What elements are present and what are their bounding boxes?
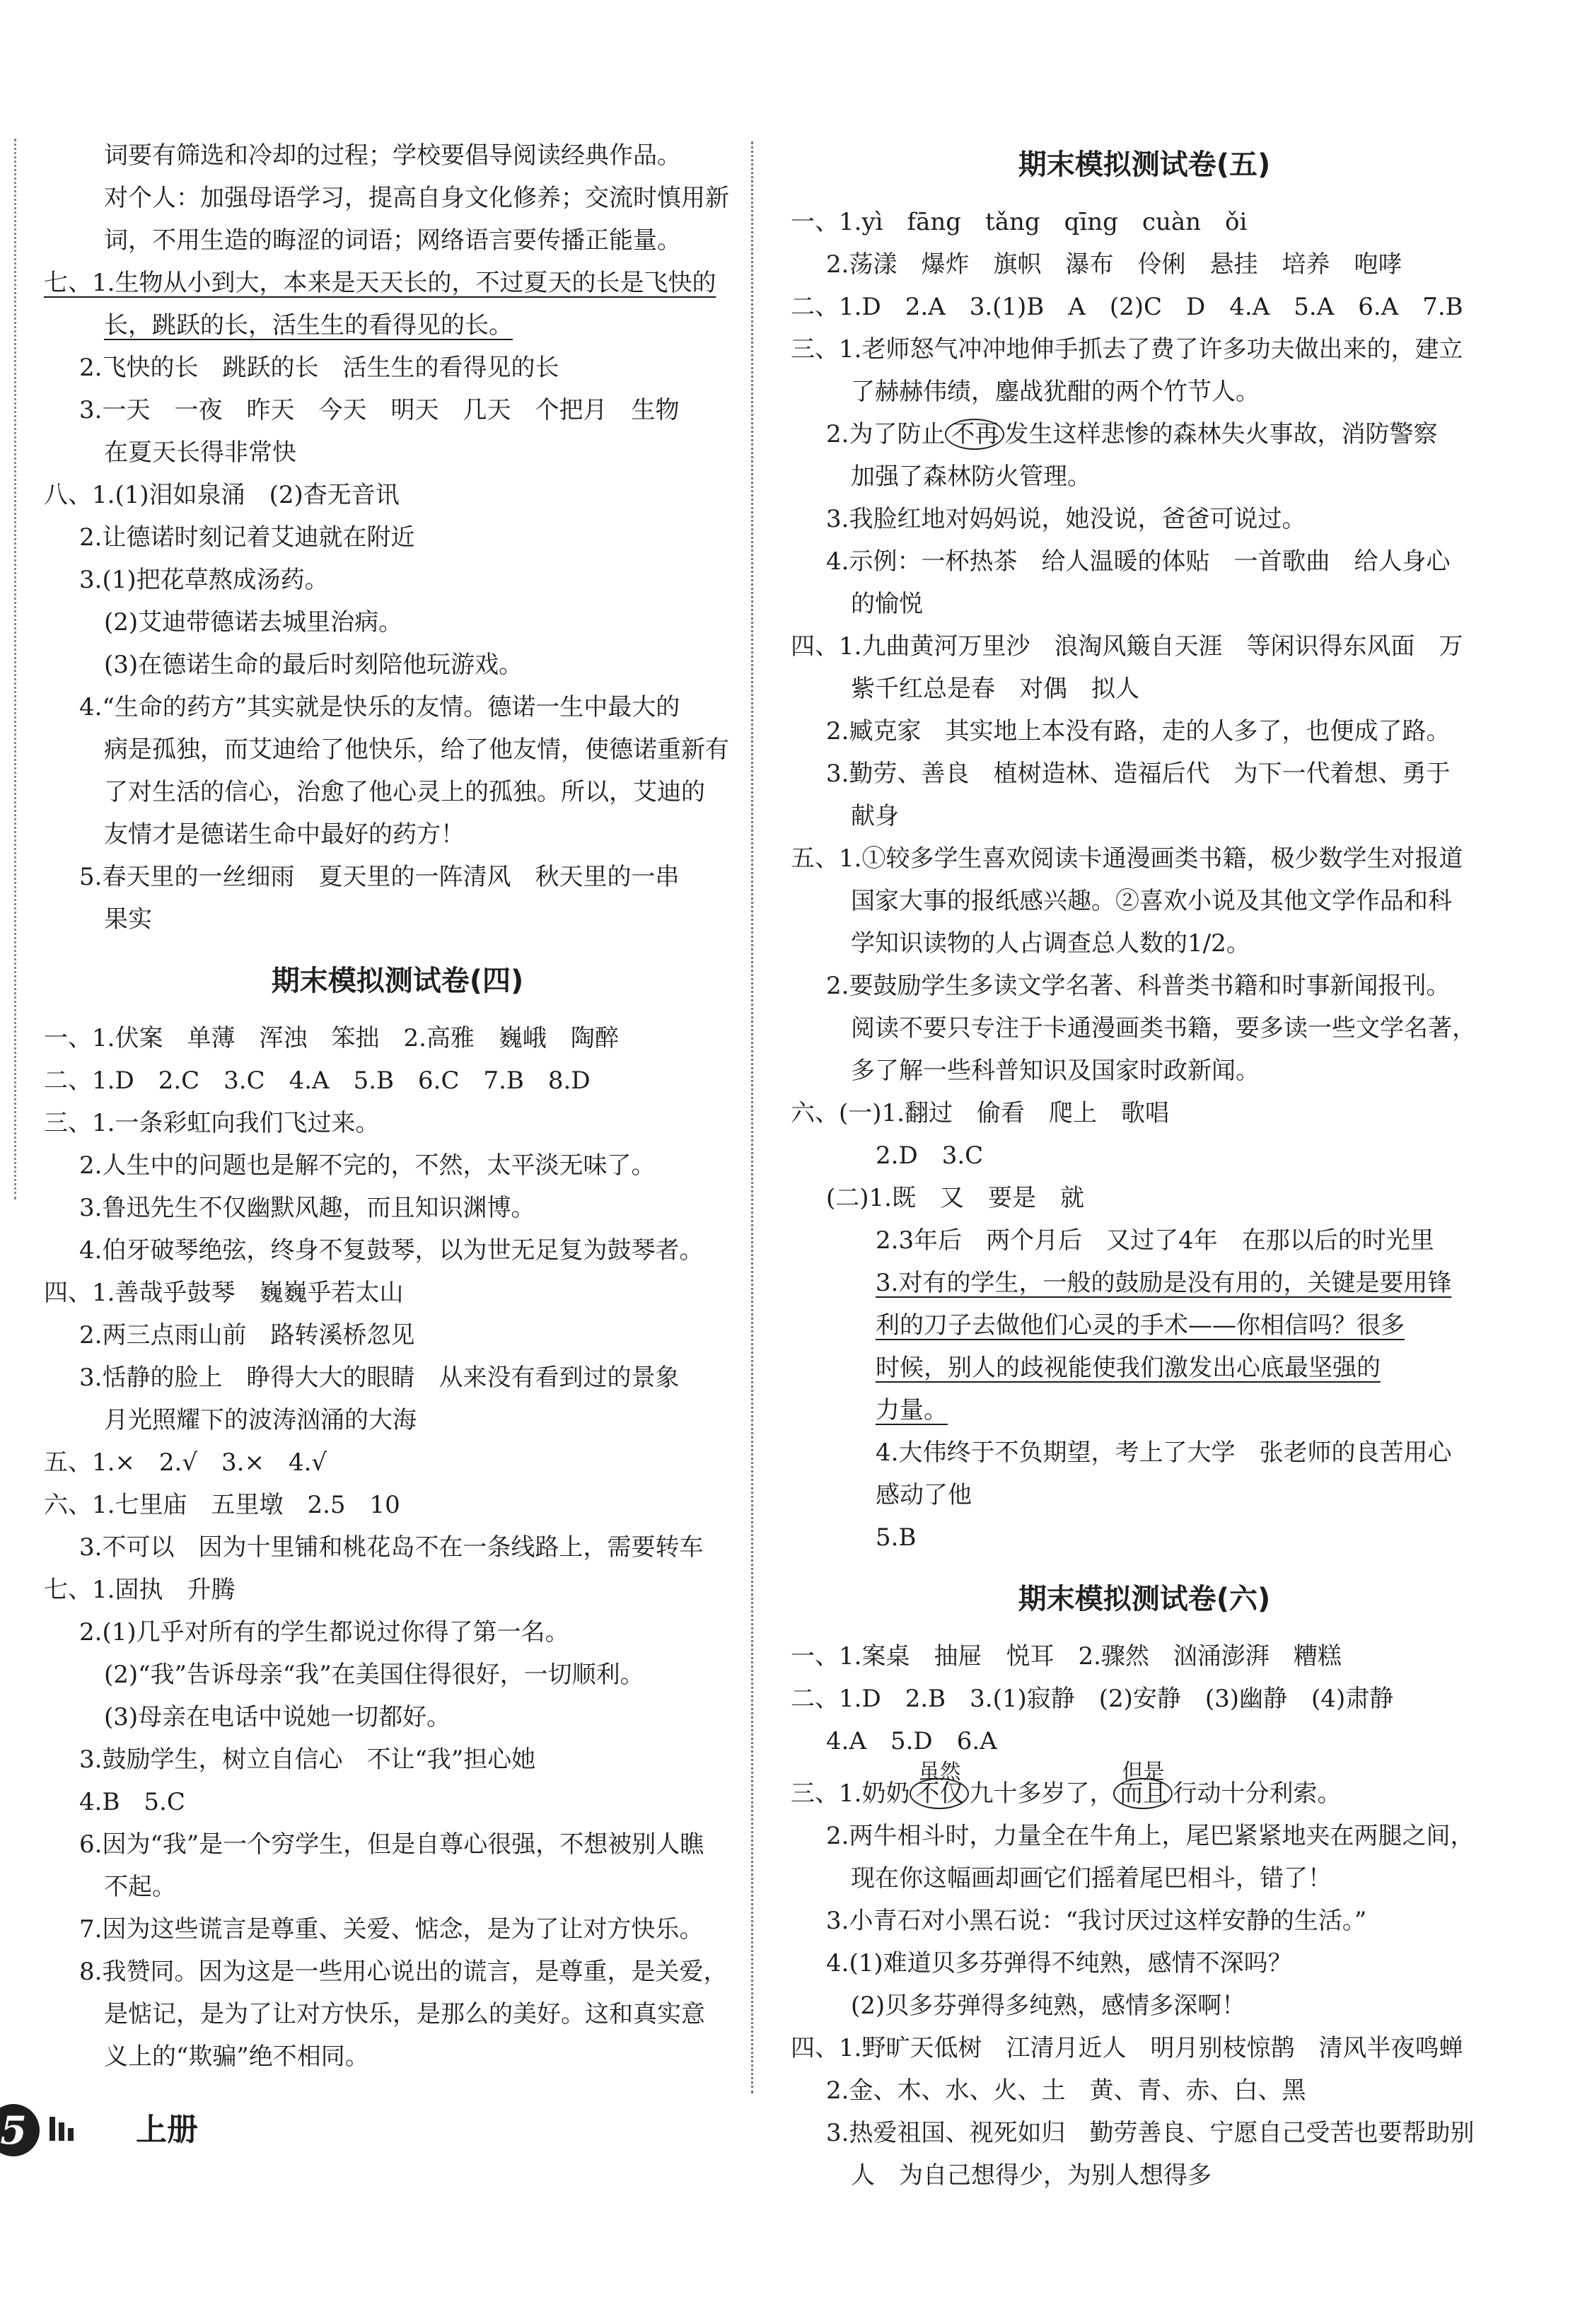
answer-line: 3.一天 一夜 昨天 今天 明天 几天 个把月 生物 (79, 396, 680, 424)
answer-line: 八、1.(1)泪如泉涌 (2)杳无音讯 (44, 481, 400, 509)
left-column (44, 134, 751, 2078)
circled-word (910, 1760, 969, 1809)
answer-line: (二)1.既 又 要是 就 (826, 1184, 1084, 1212)
answer-line: 4.“生命的药方”其实就是快乐的友情。德诺一生中最大的 (79, 693, 680, 721)
handwritten-correction: 虽然 (918, 1760, 961, 1784)
answer-text: 三、1.奶奶 (791, 1779, 910, 1808)
answer-line: 8.我赞同。因为这是一些用心说出的谎言，是尊重，是关爱， (79, 1958, 728, 1986)
answer-line: 的愉悦 (851, 590, 923, 618)
answer-line: 2.臧克家 其实地上本没有路，走的人多了，也便成了路。 (826, 717, 1451, 745)
page-footer (0, 2104, 424, 2168)
answer-line: 2.3年后 两个月后 又过了4年 在那以后的时光里 (876, 1226, 1434, 1255)
answer-line: 多了解一些科普知识及国家时政新闻。 (851, 1057, 1260, 1085)
answer-line: (2)艾迪带德诺去城里治病。 (104, 608, 403, 637)
circled-text: 不仅 (915, 1779, 964, 1808)
answer-line: 义上的“欺骗”绝不相同。 (104, 2043, 369, 2071)
margin-dotted-line (14, 139, 16, 1199)
answer-line: 四、1.野旷天低树 江清月近人 明月别枝惊鹊 清风半夜鸣蝉 (791, 2034, 1463, 2062)
answer-line: 4.大伟终于不负期望，考上了大学 张老师的良苦用心 (876, 1439, 1452, 1467)
answer-line: 2.人生中的问题也是解不完的，不然，太平淡无味了。 (79, 1151, 656, 1180)
answer-line: 利的刀子去做他们心灵的手术——你相信吗？很多 (876, 1311, 1405, 1340)
right-column (791, 134, 1498, 2197)
answer-line: 3.对有的学生，一般的鼓励是没有用的，关键是要用锋 (876, 1269, 1452, 1297)
answer-line: 七、1.生物从小到大，本来是天天长的，不过夏天的长是飞快的 (44, 269, 716, 297)
answer-line: 词要有筛选和冷却的过程；学校要倡导阅读经典作品。 (104, 141, 681, 170)
right-lines3-block (791, 1815, 1498, 2197)
answer-line: 2.两三点雨山前 路转溪桥忽见 (79, 1321, 415, 1349)
answer-line: 3.勤劳、善良 植树造林、造福后代 为下一代着想、勇于 (826, 760, 1451, 788)
answer-line: 月光照耀下的波涛汹涌的大海 (104, 1406, 417, 1434)
answer-line: 3.小青石对小黑石说：“我讨厌过这样安静的生活。” (826, 1907, 1367, 1935)
answer-line: 病是孤独，而艾迪给了他快乐，给了他友情，使德诺重新有 (104, 736, 729, 764)
answer-line: 三、1.一条彩虹向我们飞过来。 (44, 1109, 380, 1137)
answer-line: 四、1.九曲黄河万里沙 浪淘风簸自天涯 等闲识得东风面 万 (791, 632, 1463, 661)
left-lines2-block (44, 1017, 751, 2078)
book-volume-label: 上册 (136, 2112, 198, 2148)
page-number: 5 (0, 2104, 40, 2156)
answer-line: 友情才是德诺生命中最好的药方！ (104, 820, 465, 849)
answer-line: 不起。 (104, 1873, 176, 1901)
answer-line: (3)在德诺生命的最后时刻陪他玩游戏。 (104, 651, 523, 679)
answer-line: 4.示例：一杯热茶 给人温暖的体贴 一首歌曲 给人身心 (826, 547, 1451, 576)
answer-line: 六、(一)1.翻过 偷看 爬上 歌唱 (791, 1099, 1169, 1127)
answer-line: 了赫赫伟绩，鏖战犹酣的两个竹节人。 (851, 378, 1260, 406)
answer-line: 2.让德诺时刻记着艾迪就在附近 (79, 523, 415, 552)
answer-text: 九十多岁了， (969, 1779, 1114, 1808)
answer-line: 三、1.老师怒气冲冲地伸手抓去了费了许多功夫做出来的，建立 (791, 335, 1463, 364)
answer-line: 时候，别人的歧视能使我们激发出心底最坚强的 (876, 1354, 1381, 1382)
answer-line: 7.因为这些谎言是尊重、关爱、惦念，是为了让对方快乐。 (79, 1915, 704, 1944)
answer-line: 一、1.案桌 抽屉 悦耳 2.骤然 汹涌澎湃 糟糕 (791, 1642, 1342, 1671)
answer-line: 3.恬静的脸上 睁得大大的眼睛 从来没有看到过的景象 (79, 1364, 680, 1392)
answer-line: 3.鲁迅先生不仅幽默风趣，而且知识渊博。 (79, 1194, 535, 1222)
answer-line: 5.B (876, 1523, 917, 1552)
right-lines-block (791, 243, 1498, 413)
circled-word: 不再 (945, 419, 1004, 450)
answer-line: 力量。 (876, 1396, 948, 1424)
circled-word (1113, 1760, 1173, 1809)
answer-line: 加强了森林防火管理。 (851, 463, 1091, 491)
answer-line: 学知识读物的人占调查总人数的1/2。 (851, 929, 1250, 958)
answer-line: 5.春天里的一丝细雨 夏天里的一阵清风 秋天里的一串 (79, 863, 680, 891)
answer-line: 2.两牛相斗时，力量全在牛角上，尾巴紧紧地夹在两腿之间， (826, 1822, 1475, 1850)
answer-line: (3)母亲在电话中说她一切都好。 (104, 1703, 451, 1731)
answer-line: 2.金、木、水、火、土 黄、青、赤、白、黑 (826, 2076, 1306, 2105)
answer-line: 2.要鼓励学生多读文学名著、科普类书籍和时事新闻报刊。 (826, 972, 1451, 1000)
answer-line: 2.(1)几乎对所有的学生都说过你得了第一名。 (79, 1618, 569, 1646)
answer-line: 二、1.D 2.C 3.C 4.A 5.B 6.C 7.B 8.D (44, 1067, 591, 1095)
answer-line: 是惦记，是为了让对方快乐，是那么的美好。这和真实意 (104, 2000, 705, 2028)
answer-line: 人 为自己想得少，为别人想得多 (851, 2161, 1212, 2190)
answer-line: 现在你这幅画却画它们摇着尾巴相斗，错了！ (851, 1864, 1332, 1893)
answer-line: 2.D 3.C (876, 1141, 984, 1170)
answer-line-circled (791, 413, 1498, 455)
answer-line: 3.热爱祖国、视死如归 勤劳善良、宁愿自己受苦也要帮助别 (826, 2119, 1475, 2147)
heading-test-4: 期末模拟测试卷(四) (271, 965, 524, 997)
answer-line: 五、1.× 2.√ 3.× 4.√ (44, 1448, 327, 1477)
answer-line: 献身 (851, 802, 899, 830)
column-divider (751, 141, 753, 2093)
answer-line: 七、1.固执 升腾 (44, 1576, 236, 1604)
answer-line: 4.(1)难道贝多芬弹得不纯熟，感情不深吗？ (826, 1949, 1292, 1977)
answer-line: 阅读不要只专注于卡通漫画类书籍，要多读一些文学名著， (851, 1014, 1476, 1042)
answer-line: 3.我脸红地对妈妈说，她没说，爸爸可说过。 (826, 505, 1306, 533)
answer-line: (2)贝多芬弹得多纯熟，感情多深啊！ (851, 1992, 1246, 2020)
answer-line: 2.飞快的长 跳跃的长 活生生的看得见的长 (79, 354, 559, 382)
answer-line: 3.(1)把花草熬成汤药。 (79, 566, 329, 594)
right-lines2-block (791, 1635, 1498, 1762)
answer-line: 对个人：加强母语学习，提高自身文化修养；交流时慎用新 (104, 184, 729, 212)
answer-line: 四、1.善哉乎鼓琴 巍巍乎若太山 (44, 1279, 404, 1307)
answer-line: 4.A 5.D 6.A (826, 1727, 997, 1755)
answer-line: 感动了他 (876, 1481, 972, 1509)
heading-test-5: 期末模拟测试卷(五) (1018, 149, 1271, 181)
heading-test-6: 期末模拟测试卷(六) (1018, 1583, 1271, 1615)
answer-line: 在夏天长得非常快 (104, 438, 296, 467)
answer-line: 2.荡漾 爆炸 旗帜 瀑布 伶俐 悬挂 培养 咆哮 (826, 250, 1402, 279)
right-lines-b-block (791, 455, 1498, 1559)
answer-line: 4.伯牙破琴绝弦，终身不复鼓琴，以为世无足复为鼓琴者。 (79, 1236, 704, 1265)
answer-line: 3.不可以 因为十里铺和桃花岛不在一条线路上，需要转车 (79, 1533, 704, 1562)
pinyin-line: 一、1.yì fāng tǎng qīng cuàn ǒi (791, 208, 1248, 236)
answer-line: 一、1.伏案 单薄 浑浊 笨拙 2.高雅 巍峨 陶醉 (44, 1024, 619, 1052)
answer-line-correction (791, 1760, 1498, 1815)
answer-line: 了对生活的信心，治愈了他心灵上的孤独。所以，艾迪的 (104, 778, 705, 806)
answer-text: 行动十分利索。 (1173, 1779, 1342, 1808)
answer-line: 六、1.七里庙 五里墩 2.5 10 (44, 1491, 400, 1519)
answer-line: 国家大事的报纸感兴趣。②喜欢小说及其他文学作品和科 (851, 887, 1452, 915)
answer-line: 二、1.D 2.A 3.(1)B A (2)C D 4.A 5.A 6.A 7.B (791, 293, 1463, 321)
answer-line: 五、1.①较多学生喜欢阅读卡通漫画类书籍，极少数学生对报道 (791, 844, 1463, 873)
answer-line: 词，不用生造的晦涩的词语；网络语言要传播正能量。 (104, 226, 681, 255)
answer-line: (2)“我”告诉母亲“我”在美国住得很好，一切顺利。 (104, 1661, 644, 1689)
handwritten-correction: 但是 (1122, 1760, 1165, 1784)
answer-line: 果实 (104, 905, 152, 934)
answer-line: 长，跳跃的长，活生生的看得见的长。 (104, 311, 513, 339)
answer-line: 紫千红总是春 对偶 拟人 (851, 675, 1139, 703)
left-lines-block (44, 134, 751, 941)
answer-text: 发生这样悲惨的森林失火事故，消防警察 (1004, 420, 1438, 448)
answer-line: 6.因为“我”是一个穷学生，但是自尊心很强，不想被别人瞧 (79, 1830, 704, 1859)
answer-text: 2.为了防止 (826, 420, 946, 448)
bars-icon (50, 2117, 77, 2141)
answer-line: 4.B 5.C (79, 1788, 185, 1816)
circled-text: 而且 (1119, 1779, 1168, 1808)
answer-line: 3.鼓励学生，树立自信心 不让“我”担心她 (79, 1745, 536, 1774)
answer-line: 二、1.D 2.B 3.(1)寂静 (2)安静 (3)幽静 (4)肃静 (791, 1685, 1394, 1713)
